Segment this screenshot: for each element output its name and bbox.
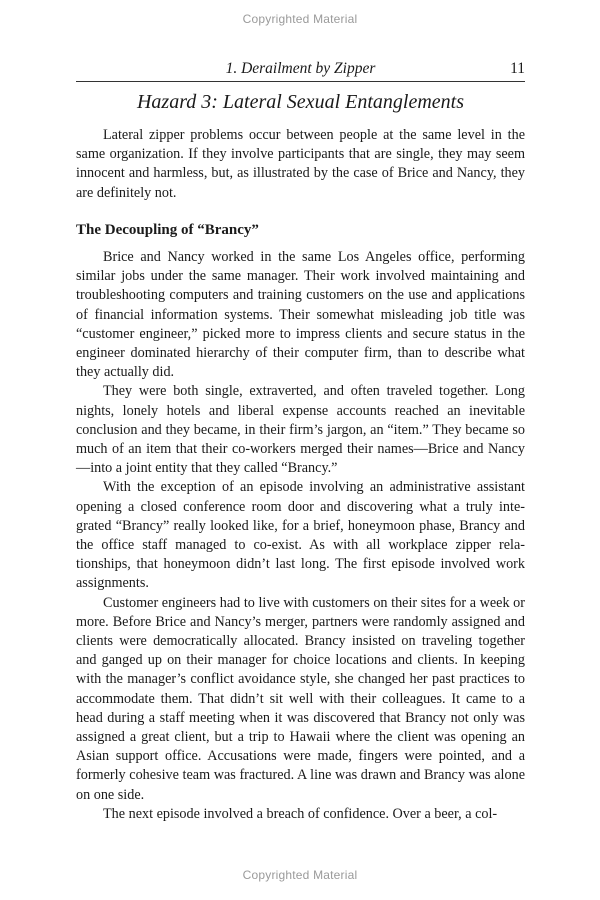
section-heading: The Decoupling of “Brancy” bbox=[76, 222, 259, 238]
body-paragraph-3: With the exception of an episode involving an administrative assistant opening a closed conference room door and discovering what a truly integrated “Brancy” really looked like, for a brief, honeymoon phase, Brancy and the office staff managed to co-exist. As with all workplace zipper relationships, that honeymoon didn’t last long. The first episode involved work assignments. bbox=[76, 479, 525, 592]
copyright-watermark-bottom: Copyrighted Material bbox=[242, 868, 358, 882]
running-head bbox=[76, 60, 525, 80]
intro-paragraph: Lateral zipper problems occur between people at the same level in the same organization. If they involve participants that are single, they may seem innocent and harmless, but, as illustrated by the case of Brice and Nancy, they are definitely not. bbox=[76, 127, 525, 201]
copyright-watermark-top: Copyrighted Material bbox=[242, 12, 358, 26]
intro-block bbox=[76, 126, 525, 203]
chapter-heading: Hazard 3: Lateral Sexual Entanglements bbox=[136, 91, 464, 113]
body-paragraph-4: Customer engineers had to live with customers on their sites for a week or more. Before Brice and Nancy’s merger, partners were randomly assigned and clients were democratically allocated. Brancy insisted on traveling together and ganged up on their manager for choice locations and clients. In keeping with the manager’s conflict avoidance style, she changed her past practices to accommodate them. That didn’t sit well with their colleagues. It came to a head during a staff meeting when it was discovered that Brancy not only was assigned a great client, but a trip to Hawaii where the client was opening an Asian support office. Accusations were made, fingers were pointed, and a formerly cohesive team was fractured. A line was drawn and Brancy was alone on one side. bbox=[76, 594, 525, 803]
body-paragraph-2: They were both single, extraverted, and often traveled together. Long nights, lonely hotels and liberal expense accounts reached an inevitable conclusion and they became, in their firm’s jargon, an “item.” They became so much of an item that their co-workers merged their names—Brice and Nancy—into a joint entity that they called “Brancy.” bbox=[76, 383, 525, 477]
section-body bbox=[76, 248, 525, 824]
page-number: 11 bbox=[510, 60, 525, 77]
body-paragraph-5: The next episode involved a breach of confidence. Over a beer, a col- bbox=[103, 805, 498, 822]
header-rule bbox=[76, 81, 525, 82]
running-head-title: 1. Derailment by Zipper bbox=[225, 60, 376, 77]
body-paragraph-1: Brice and Nancy worked in the same Los Angeles office, performing similar jobs under the same manager. Their work involved maintaining and troubleshooting computers and training customers on the use and applications of financial information systems. Their somewhat misleading job title was “customer engineer,” picked more to impress clients and secure status in the engineer dominated hierarchy of their computer firm, than to describe what they actually did. bbox=[76, 249, 525, 381]
